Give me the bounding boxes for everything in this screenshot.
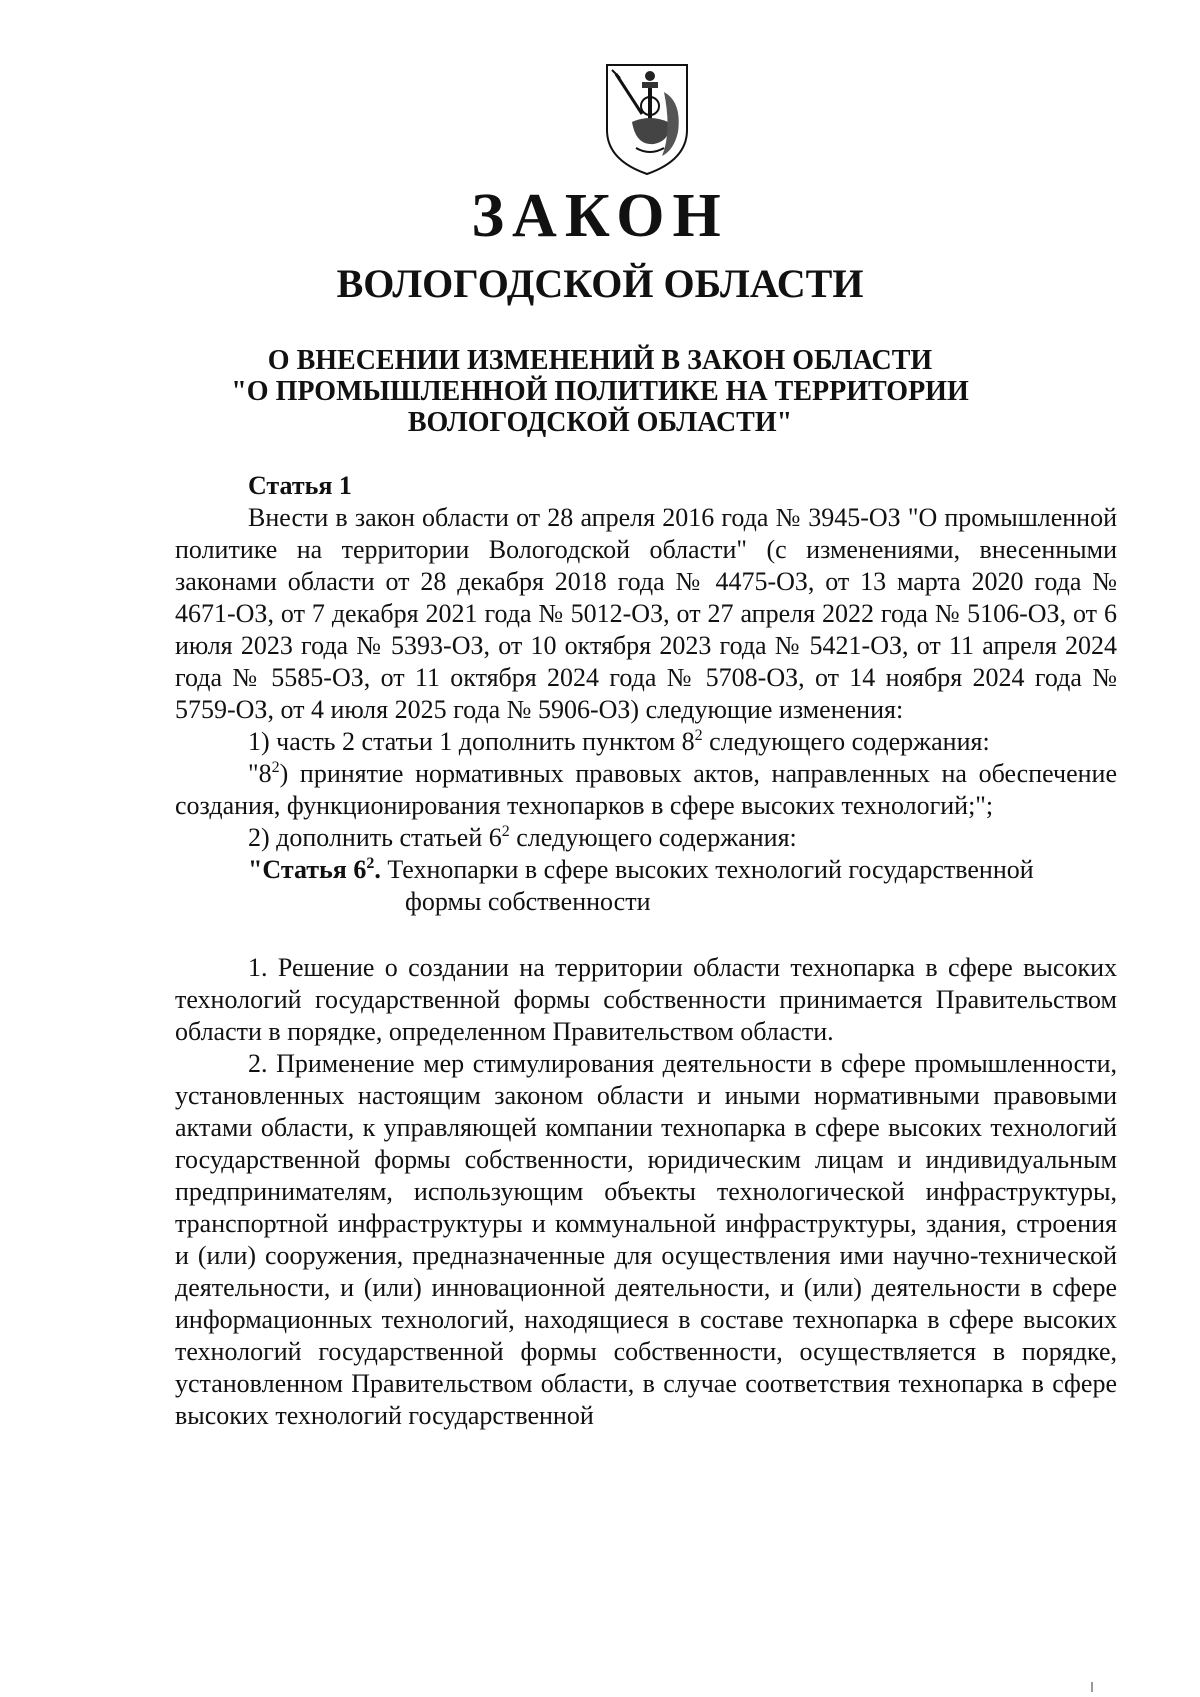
article-6-2-heading: "Статья $6^2$. Технопарки в сфере высоких технологий государственной формы собственности bbox=[248, 855, 1034, 916]
coat-of-arms-icon bbox=[602, 62, 692, 177]
amendment-item-2: 2) дополнить статьей $6^2$ следующего содержания: bbox=[248, 823, 797, 852]
law-word: ЗАКОН bbox=[471, 182, 729, 250]
article-6-2-paragraph-1: 1. Решение о создании на территории области технопарка в сфере высоких технологий государственной формы собственности принимается Правительством области в порядке, определенном Правительством области. bbox=[175, 953, 1117, 1046]
article-1-heading: Статья 1 bbox=[248, 471, 352, 500]
amendment-quote-1: "$8^2$) принятие нормативных правовых актов, направленных на обеспечение создания, функционирования технопарков в сфере высоких технологий;"; bbox=[175, 759, 1117, 820]
region-word: ВОЛОГОДСКОЙ ОБЛАСТИ bbox=[336, 261, 864, 306]
spacer bbox=[175, 918, 1117, 952]
law-title-line: "О ПРОМЫШЛЕННОЙ ПОЛИТИКЕ НА ТЕРРИТОРИИ bbox=[231, 376, 969, 407]
scan-mark bbox=[1091, 1682, 1093, 1692]
law-title bbox=[0, 345, 1200, 438]
law-title-line: ВОЛОГОДСКОЙ ОБЛАСТИ" bbox=[407, 407, 793, 438]
article-1-intro: Внести в закон области от 28 апреля 2016 года № 3945-ОЗ "О промышленной политике на территории Вологодской области" (с изменениями, внесенными законами области от 28 декабря 2018 года № 4475-ОЗ, от 13 марта 2020 года № 4671-ОЗ, от 7 декабря 2021 года № 5012-ОЗ, от 27 апреля 2022 года № 5106-ОЗ, от 6 июля 2023 года № 5393-ОЗ, от 10 октября 2023 года № 5421-ОЗ, от 11 апреля 2024 года № 5585-ОЗ, от 11 октября 2024 года № 5708-ОЗ, от 14 ноября 2024 года № 5759-ОЗ, от 4 июля 2025 года № 5906-ОЗ) следующие изменения: bbox=[175, 503, 1117, 724]
law-body bbox=[175, 470, 1117, 1432]
article-6-2-paragraph-2: 2. Применение мер стимулирования деятельности в сфере промышленности, установленных настоящим законом области и иными нормативными правовыми актами области, к управляющей компании технопарка в сфере высоких технологий государственной формы собственности, юридическим лицам и индивидуальным предпринимателям, использующим объекты технологической инфраструктуры, транспортной инфраструктуры и коммунальной инфраструктуры, здания, строения и (или) сооружения, предназначенные для осуществления ими научно-технической деятельности, и (или) инновационной деятельности, и (или) деятельности в сфере информационных технологий, находящиеся в составе технопарка в сфере высоких технологий государственной формы собственности, осуществляется в порядке, установленном Правительством области, в случае соответствия технопарка в сфере высоких технологий государственной bbox=[175, 1049, 1117, 1430]
amendment-item-1: 1) часть 2 статьи 1 дополнить пунктом $8^2$ следующего содержания: bbox=[248, 727, 990, 756]
law-title-line: О ВНЕСЕНИИ ИЗМЕНЕНИЙ В ЗАКОН ОБЛАСТИ bbox=[267, 345, 933, 376]
